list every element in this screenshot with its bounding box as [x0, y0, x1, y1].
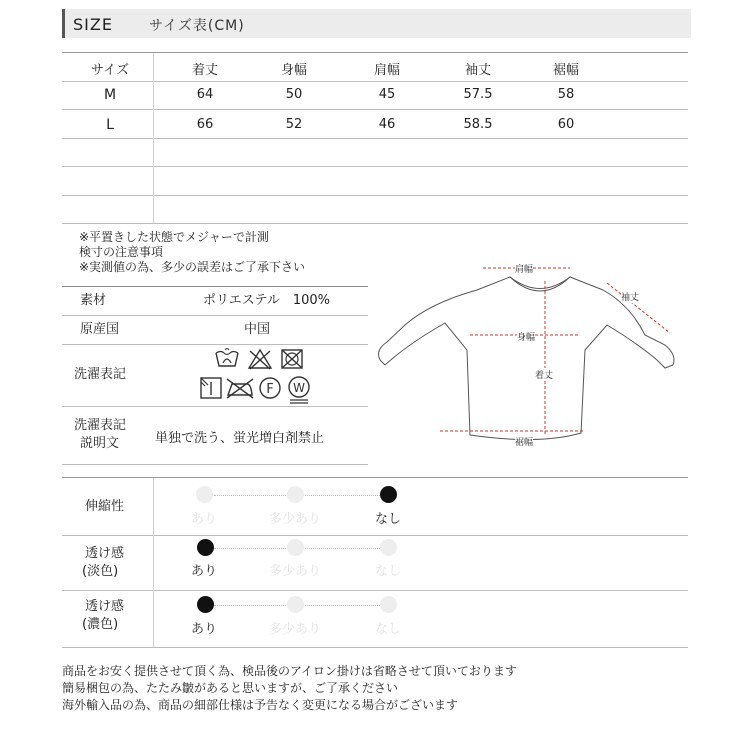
col-header-hem: 裾幅 [552, 63, 579, 78]
table-cell: 58 [557, 87, 575, 102]
wash-desc-value: 単独で洗う、蛍光増白剤禁止 [155, 431, 325, 446]
dry-clean-f-icon [258, 376, 282, 400]
level-dot [380, 596, 397, 613]
table-cell: 64 [196, 87, 214, 102]
wash-30-tub-icon [214, 347, 240, 369]
table-cell: M [103, 87, 117, 103]
wash-desc-label-2: 説明文 [80, 436, 120, 451]
no-tumble-dry-icon [280, 348, 304, 370]
svg-text:W: W [293, 381, 305, 395]
attr-sublabel: (濃色) [82, 617, 119, 632]
option-label-selected: あり [190, 622, 217, 637]
option-label-selected: あり [190, 564, 217, 579]
origin-value: 中国 [244, 322, 271, 337]
level-dot [196, 486, 213, 503]
col-header-shoulder: 肩幅 [373, 63, 400, 78]
wash-label: 洗濯表記 [74, 367, 127, 382]
diagram-label-shoulder: 肩幅 [515, 262, 533, 275]
diagram-label-sleeve: 袖丈 [621, 290, 639, 303]
diagram-label-length: 着丈 [535, 368, 553, 381]
table-cell: 45 [378, 87, 396, 102]
line-dry-shade-icon [200, 377, 222, 399]
section-subtitle: サイズ表(CM) [149, 18, 245, 34]
footer-note: 商品をお安く提供させて頂く為、検品後のアイロン掛けは省略させて頂いております [62, 664, 517, 678]
option-label: なし [374, 622, 401, 637]
note-line: ※実測値の為、多少の誤差はご了承下さい [79, 260, 306, 274]
option-label: なし [374, 564, 401, 579]
table-cell: L [106, 117, 114, 133]
no-iron-icon [225, 377, 255, 399]
option-label: 多少あり [268, 512, 321, 527]
svg-text:F: F [266, 382, 274, 397]
diagram-label-body-width: 身幅 [517, 330, 535, 343]
section-header [62, 9, 691, 38]
footer-note: 海外輸入品の為、商品の細部仕様は予告なく変更になる場合がございます [62, 698, 459, 712]
option-label: あり [190, 512, 217, 527]
option-label-selected: なし [374, 512, 401, 527]
level-dot-selected [380, 486, 397, 503]
level-dot [380, 539, 397, 556]
footer-note: 簡易梱包の為、たたみ皺があると思いますが、ご了承ください [62, 681, 399, 695]
level-dot-selected [197, 539, 214, 556]
col-header-sleeve: 袖丈 [464, 63, 491, 78]
table-cell: 50 [285, 87, 303, 102]
col-header-length: 着丈 [191, 63, 218, 78]
level-dot [287, 486, 304, 503]
table-cell: 46 [378, 117, 396, 132]
table-cell: 60 [557, 117, 575, 132]
attr-label: 透け感 [85, 546, 125, 561]
wet-clean-w-icon [287, 376, 311, 404]
attr-sublabel: (淡色) [82, 564, 119, 579]
option-label: 多少あり [268, 564, 321, 579]
level-dot [287, 596, 304, 613]
note-line: 検寸の注意事項 [79, 245, 164, 259]
option-label: 多少あり [268, 622, 321, 637]
table-cell: 58.5 [463, 117, 493, 132]
col-header-size: サイズ [91, 63, 129, 78]
origin-label: 原産国 [80, 322, 120, 337]
level-dot [287, 539, 304, 556]
col-header-body-width: 身幅 [280, 63, 307, 78]
material-label: 素材 [80, 293, 107, 308]
attr-label: 透け感 [85, 599, 125, 614]
table-cell: 66 [196, 117, 214, 132]
material-value: ポリエステル 100% [203, 293, 330, 308]
note-line: ※平置きした状態でメジャーで計測 [79, 230, 269, 244]
section-title: SIZE [73, 15, 113, 34]
diagram-label-hem: 裾幅 [515, 435, 533, 448]
wash-desc-label-1: 洗濯表記 [74, 418, 127, 433]
attr-label: 伸縮性 [85, 499, 125, 514]
no-bleach-icon [247, 348, 273, 370]
table-cell: 57.5 [463, 87, 493, 102]
level-dot-selected [197, 596, 214, 613]
garment-diagram [375, 255, 690, 455]
table-cell: 52 [285, 117, 303, 132]
